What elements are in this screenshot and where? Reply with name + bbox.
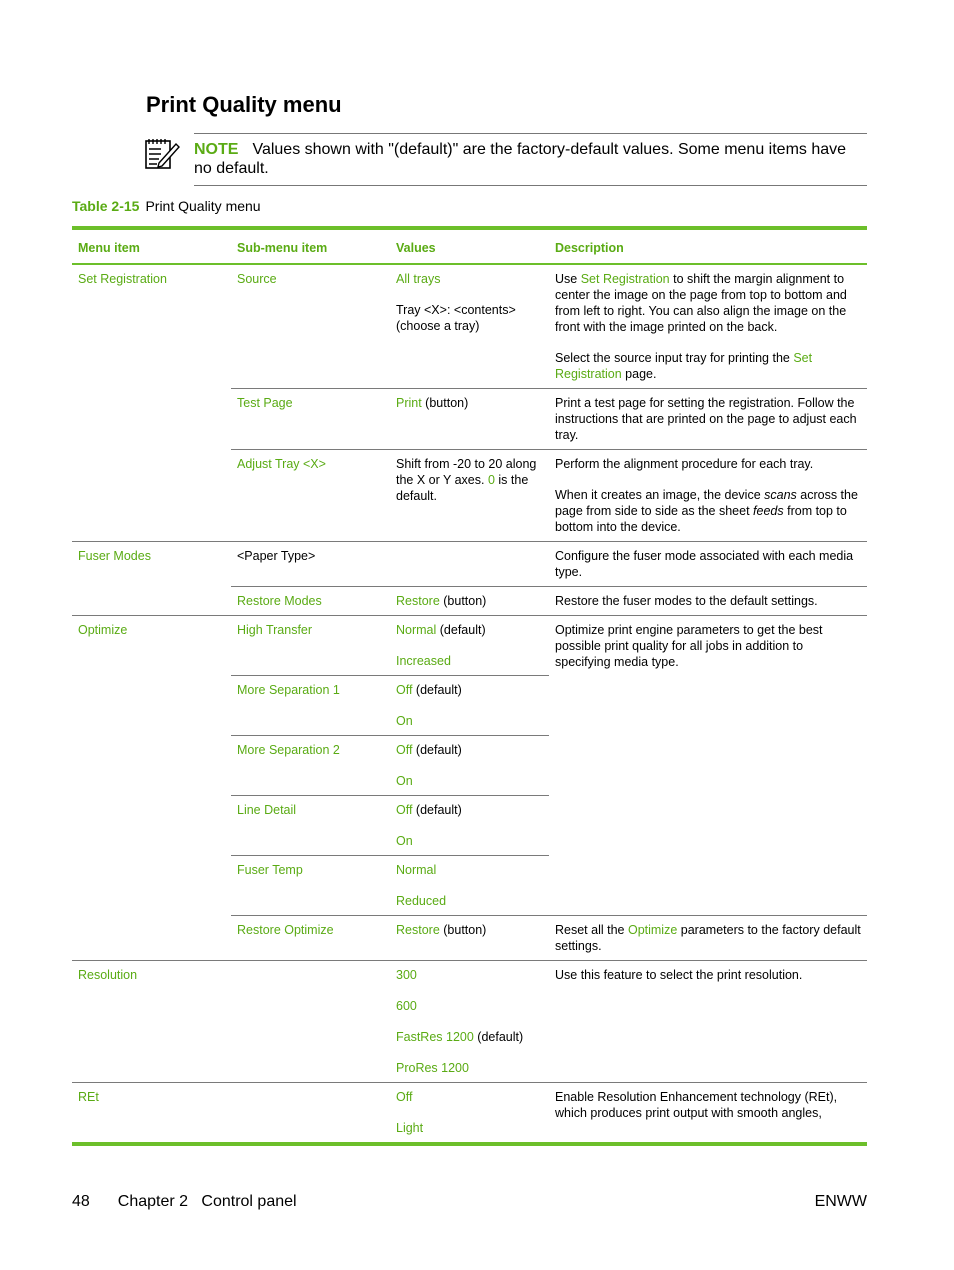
value-600[interactable]: 600 [396,999,417,1013]
menu-resolution[interactable]: Resolution [72,961,231,1083]
table-number: Table 2-15 [72,198,140,214]
note-label: NOTE [194,141,239,158]
header-sub-menu-item: Sub-menu item [231,228,390,264]
table-row [72,1083,867,1145]
value-off[interactable]: Off [396,803,413,817]
value-tray-x: Tray <X>: <contents> (choose a tray) [396,303,516,333]
desc-test-page: Print a test page for setting the registration. Follow the instructions that are printed on the page to adjust each tray. [549,389,867,450]
value-off[interactable]: Off [396,1090,413,1104]
submenu-line-detail[interactable]: Line Detail [231,796,390,856]
note-pad-icon [144,136,180,170]
header-values: Values [390,228,549,264]
footer-enww: ENWW [814,1193,867,1210]
table-caption-text: Print Quality menu [145,198,261,214]
values-ret [390,1083,549,1145]
link-set-registration[interactable]: Set Registration [555,351,813,381]
values-resolution: 300 600 FastRes 1200 (default) ProRes 1200 [390,961,549,1083]
value-on[interactable]: On [396,834,413,848]
submenu-test-page[interactable]: Test Page [231,389,390,450]
value-restore[interactable]: Restore [396,594,440,608]
submenu-more-separation-1[interactable]: More Separation 1 [231,676,390,736]
values-more-separation-1: Off (default) On [390,676,549,736]
table-row [72,542,867,587]
submenu-high-transfer[interactable]: High Transfer [231,616,390,676]
page-title: Print Quality menu [146,92,342,117]
desc-restore-optimize: Reset all the Optimize parameters to the factory default settings. [549,916,867,961]
table-row [72,264,867,389]
desc-ret: Enable Resolution Enhancement technology (REt), which produces print output with smooth angles, [555,1090,838,1120]
submenu-restore-optimize[interactable]: Restore Optimize [231,916,390,961]
menu-ret[interactable]: REt [78,1090,99,1104]
value-print[interactable]: Print [396,396,422,410]
value-light[interactable]: Light [396,1121,424,1135]
desc-optimize: Optimize print engine parameters to get the best possible print quality for all jobs in addition to specifying media type. [549,616,867,916]
value-on[interactable]: On [396,714,413,728]
table-row [72,961,867,1083]
values-adjust-tray: Shift from -20 to 20 along the X or Y axes. 0 is the default. [390,450,549,542]
value-restore[interactable]: Restore [396,923,440,937]
values-paper-type [390,542,549,587]
chapter-title: Chapter 2 Control panel [117,1193,297,1210]
submenu-ret [231,1083,390,1145]
values-high-transfer: Normal (default) Increased [390,616,549,676]
note-text: Values shown with "(default)" are the factory-default values. Some menu items have no default. [194,141,847,177]
submenu-restore-modes[interactable]: Restore Modes [231,587,390,616]
value-off[interactable]: Off [396,743,413,757]
page-number: 48 [72,1193,90,1210]
desc-restore-modes: Restore the fuser modes to the default settings. [549,587,867,616]
header-description: Description [549,228,867,264]
value-300[interactable]: 300 [396,968,417,982]
page-footer [72,1193,867,1211]
submenu-more-separation-2[interactable]: More Separation 2 [231,736,390,796]
value-off[interactable]: Off [396,683,413,697]
desc-source: Use Set Registration to shift the margin alignment to center the image on the page from top to bottom and from left to right. You can also align the image on the front with the image printed on the back. Select the source input tray for printing the Set Registration page. [549,264,867,389]
link-optimize[interactable]: Optimize [627,923,678,937]
desc-resolution: Use this feature to select the print resolution. [549,961,867,1083]
values-restore-optimize: Restore (button) [390,916,549,961]
print-quality-table [72,226,867,1146]
values-fuser-temp [390,856,549,916]
value-reduced[interactable]: Reduced [396,894,447,908]
menu-fuser-modes[interactable]: Fuser Modes [72,542,231,616]
submenu-paper-type: <Paper Type> [231,542,390,587]
value-prores-1200[interactable]: ProRes 1200 [396,1061,469,1075]
submenu-source[interactable]: Source [231,264,390,389]
table-caption [72,198,261,214]
value-normal[interactable]: Normal [396,863,437,877]
submenu-fuser-temp[interactable]: Fuser Temp [231,856,390,916]
desc-adjust-tray: Perform the alignment procedure for each tray. When it creates an image, the device scans across the page from side to side as the sheet feeds from top to bottom into the device. [549,450,867,542]
desc-paper-type: Configure the fuser mode associated with each media type. [549,542,867,587]
header-menu-item: Menu item [72,228,231,264]
values-source [390,264,549,389]
submenu-resolution [231,961,390,1083]
values-more-separation-2: Off (default) On [390,736,549,796]
menu-set-registration[interactable]: Set Registration [72,264,231,542]
values-restore-modes: Restore (button) [390,587,549,616]
values-line-detail: Off (default) On [390,796,549,856]
link-set-registration[interactable]: Set Registration [580,272,670,286]
value-increased[interactable]: Increased [396,654,451,668]
value-all-trays[interactable]: All trays [396,272,441,286]
table-header-row [72,228,867,264]
note-box [194,133,867,186]
menu-optimize[interactable]: Optimize [72,616,231,961]
values-test-page: Print (button) [390,389,549,450]
submenu-adjust-tray[interactable]: Adjust Tray <X> [231,450,390,542]
value-fastres-1200[interactable]: FastRes 1200 [396,1030,474,1044]
value-normal[interactable]: Normal [396,623,437,637]
value-zero[interactable]: 0 [487,473,495,487]
value-on[interactable]: On [396,774,413,788]
table-row [72,616,867,676]
